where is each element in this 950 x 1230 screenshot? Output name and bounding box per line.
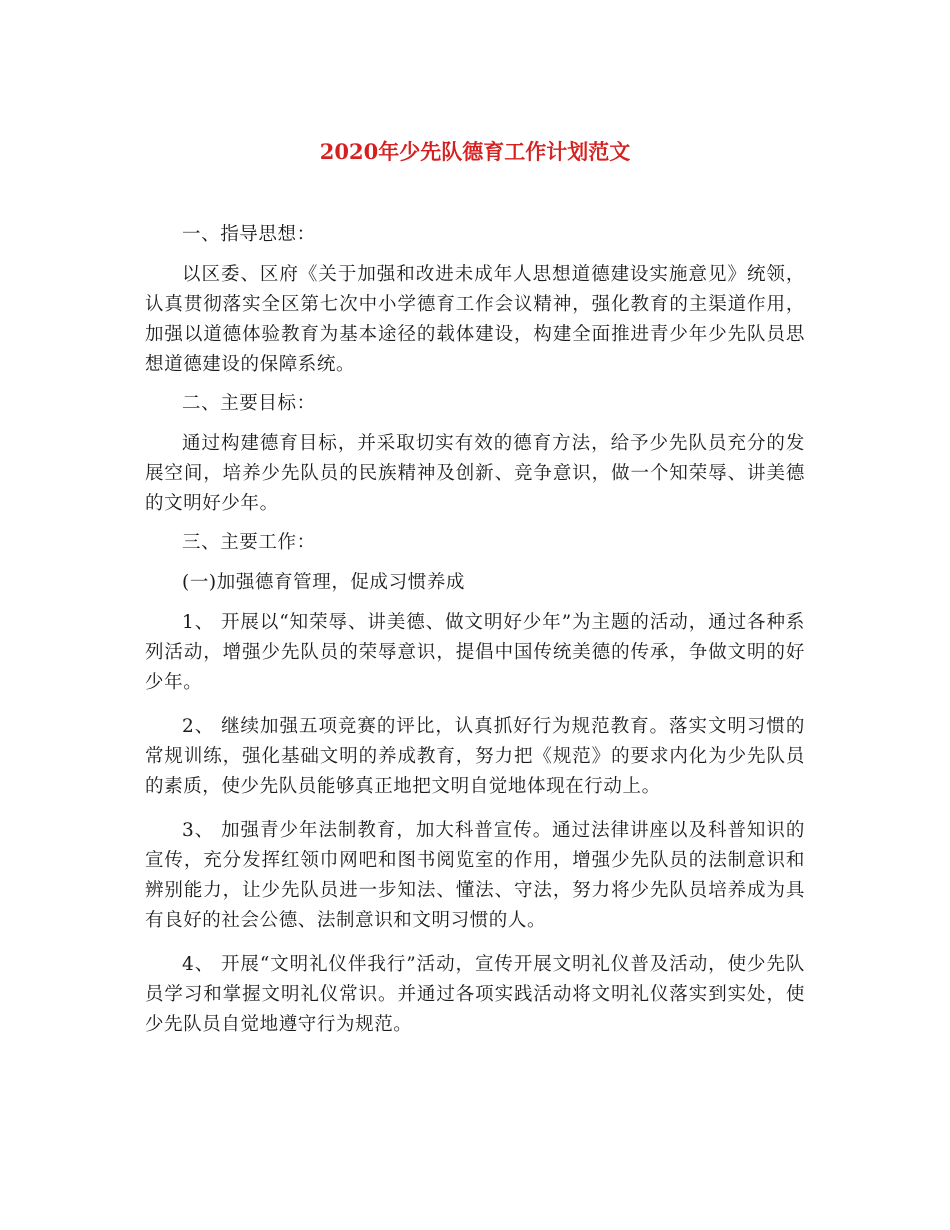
section-heading-main-work: 三、主要工作： [182,532,316,553]
paragraph-guiding-ideology: 以区委、区府《关于加强和改进未成年人思想道德建设实施意见》统领，认真贯彻落实全区第七次中小学德育工作会议精神，强化教育的主渠道作用，加强以道德体验教育为基本途径的载体建设，构建全面推进青少年少先队员思想道德建设的保障系统。 [145,264,805,375]
section-heading-guiding-ideology: 一、指导思想： [182,224,316,245]
list-item-3: 3、 加强青少年法制教育，加大科普宣传。通过法律讲座以及科普知识的宣传，充分发挥红领巾网吧和图书阅览室的作用，增强少先队员的法制意识和辨别能力，让少先队员进一步知法、懂法、守法，努力将少先队员培养成为具有良好的社会公德、法制意识和文明习惯的人。 [145,820,805,931]
paragraph-main-goals: 通过构建德育目标，并采取切实有效的德育方法，给予少先队员充分的发展空间，培养少先队员的民族精神及创新、竞争意识，做一个知荣辱、讲美德的文明好少年。 [145,433,805,514]
document-title: 2020年少先队德育工作计划范文 [319,139,631,164]
list-item-2: 2、 继续加强五项竞赛的评比，认真抓好行为规范教育。落实文明习惯的常规训练，强化基础文明的养成教育，努力把《规范》的要求内化为少先队员的素质，使少先队员能够真正地把文明自觉地体现在行动上。 [145,716,805,797]
subsection-heading-moral-management: (一)加强德育管理，促成习惯养成 [182,572,466,593]
list-item-1: 1、 开展以“知荣辱、讲美德、做文明好少年”为主题的活动，通过各种系列活动，增强少先队员的荣辱意识，提倡中国传统美德的传承，争做文明的好少年。 [145,612,805,693]
section-heading-main-goals: 二、主要目标： [182,393,316,414]
list-item-4: 4、 开展“文明礼仪伴我行”活动，宣传开展文明礼仪普及活动，使少先队员学习和掌握文明礼仪常识。并通过各项实践活动将文明礼仪落实到实处，使少先队员自觉地遵守行为规范。 [145,954,805,1035]
document-body [145,220,805,1054]
